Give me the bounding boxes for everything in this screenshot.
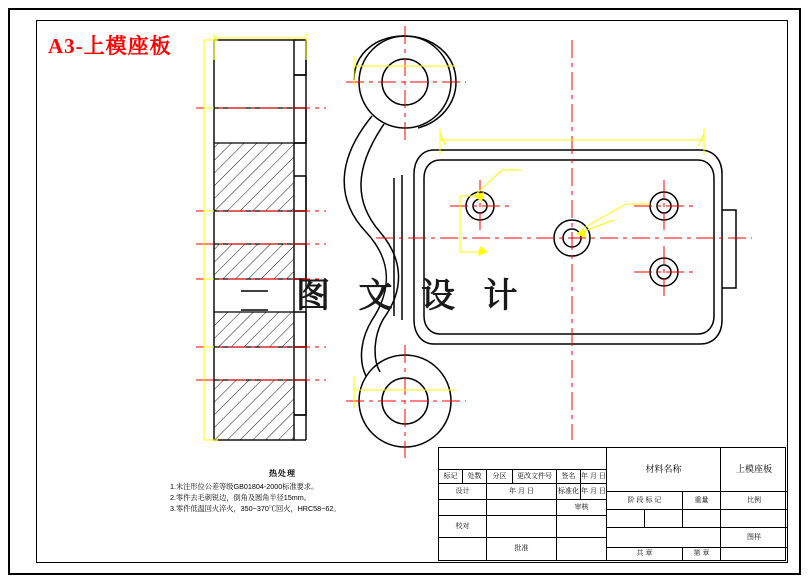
sign-cell-count: 处数 xyxy=(463,470,487,484)
top-view-right xyxy=(344,36,736,447)
sign-cell-mark: 标记 xyxy=(439,470,463,484)
sign-cell-zone: 分区 xyxy=(487,470,513,484)
title-block xyxy=(438,447,786,561)
blank-cell-b xyxy=(487,500,557,516)
note-line-3: 3.零件低温回火淬火，350~370℃回火，HRC58~62。 xyxy=(170,504,341,513)
design-date: 年 月 日 xyxy=(487,484,557,500)
review-center-label: 审核 xyxy=(557,500,607,516)
part-name: 上模座板 xyxy=(721,448,787,492)
check-blank xyxy=(487,516,557,538)
stage-blank-4 xyxy=(721,510,787,528)
check-label: 校对 xyxy=(439,516,487,538)
total-pages: 共 章 xyxy=(607,548,683,560)
note-line-2: 2.零件去毛刺锐边，倒角及圆角半径15mm。 xyxy=(170,493,311,502)
sheet-title-label: A3-上模座板 xyxy=(48,34,172,58)
design-label: 设计 xyxy=(439,484,487,500)
approve-blank xyxy=(439,538,487,560)
sheet-word: 图样 xyxy=(721,528,787,548)
approve-blank-2 xyxy=(557,538,607,560)
notes-title: 热处理 xyxy=(269,469,296,478)
watermark-text: 图 文 设 计 xyxy=(296,278,528,315)
weight-label: 重量 xyxy=(683,492,721,510)
stage-blank-2 xyxy=(645,510,683,528)
standardize-label: 标准化 xyxy=(557,484,581,500)
approve-label: 批准 xyxy=(487,538,557,560)
stage-mark-label: 阶 段 标 记 xyxy=(607,492,683,510)
material-name-header: 材料名称 xyxy=(607,448,721,492)
note-line-1: 1.未注形位公差等级GB01804-2000标准要求。 xyxy=(170,482,319,491)
sign-cell-changefile: 更改文件号 xyxy=(513,470,557,484)
bottom-blank xyxy=(721,548,787,560)
sign-cell-date: 年 月 日 xyxy=(581,470,607,484)
scale-label: 比例 xyxy=(721,492,787,510)
technical-notes xyxy=(170,468,395,514)
sign-cell-signature: 签名 xyxy=(557,470,581,484)
stage-blank-3 xyxy=(683,510,721,528)
page-number: 第 章 xyxy=(683,548,721,560)
check-blank-2 xyxy=(557,516,607,538)
blank-cell-a xyxy=(439,500,487,516)
standardize-date: 年 月 日 xyxy=(581,484,607,500)
sheet-word-blank xyxy=(607,528,721,548)
title-block-blank-left xyxy=(439,448,607,470)
stage-blank-1 xyxy=(607,510,645,528)
